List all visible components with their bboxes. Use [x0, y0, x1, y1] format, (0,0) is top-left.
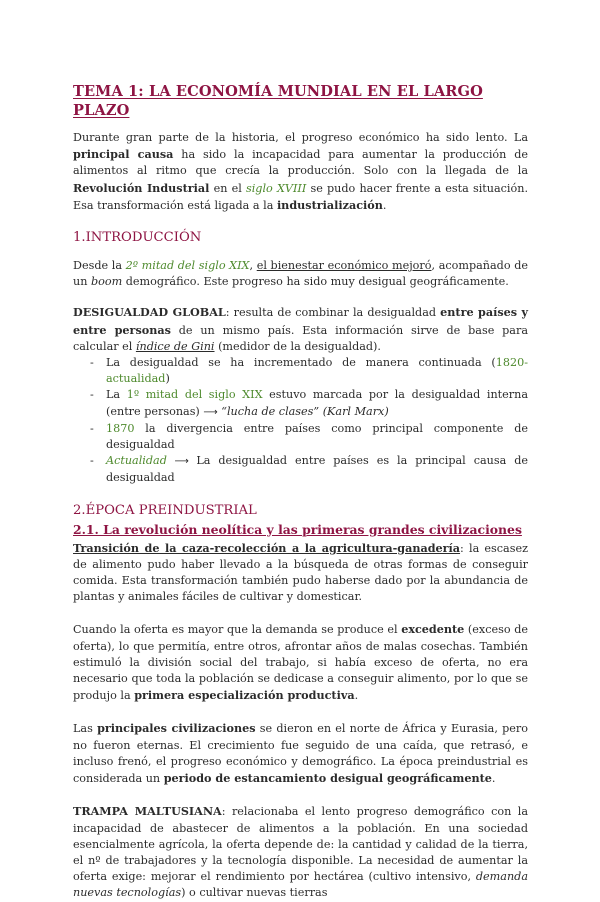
- section-heading-epoca-preindustrial: 2.ÉPOCA PREINDUSTRIAL: [73, 502, 257, 518]
- excedente-paragraph: Cuando la oferta es mayor que la demanda se produce el excedente (exceso de oferta), lo que permitía, entre otros, afrontar años de malas cosechas. También estimuló la división social del trabajo, si había exceso de oferta, no era necesario que toda la población se dedicase a conseguir alimento, por lo que se produjo la primera especialización productiva.: [73, 622, 528, 703]
- intro-paragraph: Durante gran parte de la historia, el progreso económico ha sido lento. La principal causa ha sido la incapacidad para aumentar la producción de alimentos al ritmo que crecía la producción. Solo con la llegada de la Revolución Industrial en el siglo XVIII se pudo hacer frente a esta situación. Esa transformación está ligada a la industrialización.: [73, 131, 528, 212]
- arrow-right-icon: ⟶: [203, 406, 218, 418]
- trampa-maltusiana-paragraph: TRAMPA MALTUSIANA: relacionaba el lento progreso demográfico con la incapacidad de abastecer de alimentos a la población. En una sociedad esencialmente agrícola, la oferta depende de: la cantidad y calidad de la tierra, el nº de trabajadores y la tecnología disponible. La necesidad de aumentar la oferta exige: mejorar el rendimiento por hectárea (cultivo intensivo, demanda nuevas tecnologías) o cultivar nuevas tierras: [73, 804, 529, 900]
- list-item: - 1870 la divergencia entre países como principal componente de desigualdad: [90, 421, 528, 452]
- list-item: - La 1º mitad del siglo XIX estuvo marcada por la desigualdad interna (entre personas) ⟶ “lucha de clases” (Karl Marx): [90, 388, 529, 418]
- list-item: - La desigualdad se ha incrementado de manera continuada (1820-actualidad): [90, 356, 528, 386]
- list-item: - Actualidad ⟶ La desigualdad entre países es la principal causa de desigualdad: [90, 454, 528, 485]
- introduccion-paragraph: Desde la 2º mitad del siglo XIX, el bienestar económico mejoró, acompañado de un boom demográfico. Este progreso ha sido muy desigual geográficamente.: [73, 259, 528, 289]
- section-heading-introduccion: 1.INTRODUCCIÓN: [73, 230, 202, 246]
- transicion-paragraph: Transición de la caza-recolección a la agricultura-ganadería: la escasez de alimento pudo haber llevado a la búsqueda de otras formas de conseguir comida. Esta transformación también pudo haberse dado por la abundancia de plantas y animales fáciles de cultivar y domesticar.: [73, 540, 528, 604]
- document-title: TEMA 1: LA ECONOMÍA MUNDIAL EN EL LARGO PLAZO: [73, 83, 483, 119]
- desigualdad-global-paragraph: DESIGUALDAD GLOBAL: resulta de combinar la desigualdad entre países y entre personas de un mismo país. Esta información sirve de base para calcular el índice de Gini (medidor de la desigualdad).: [73, 305, 529, 353]
- desigualdad-list: [73, 355, 528, 487]
- subsection-heading-revolucion-neolitica: 2.1. La revolución neolítica y las primeras grandes civilizaciones: [73, 521, 522, 537]
- arrow-right-icon: ⟶: [166, 456, 197, 468]
- civilizaciones-paragraph: Las principales civilizaciones se dieron en el norte de África y Eurasia, pero no fueron eternas. El crecimiento fue seguido de una caída, que retrasó, e incluso frenó, el progreso económico y demográfico. La época preindustrial es considerada un periodo de estancamiento desigual geográficamente.: [73, 721, 528, 786]
- document-page: [73, 82, 528, 902]
